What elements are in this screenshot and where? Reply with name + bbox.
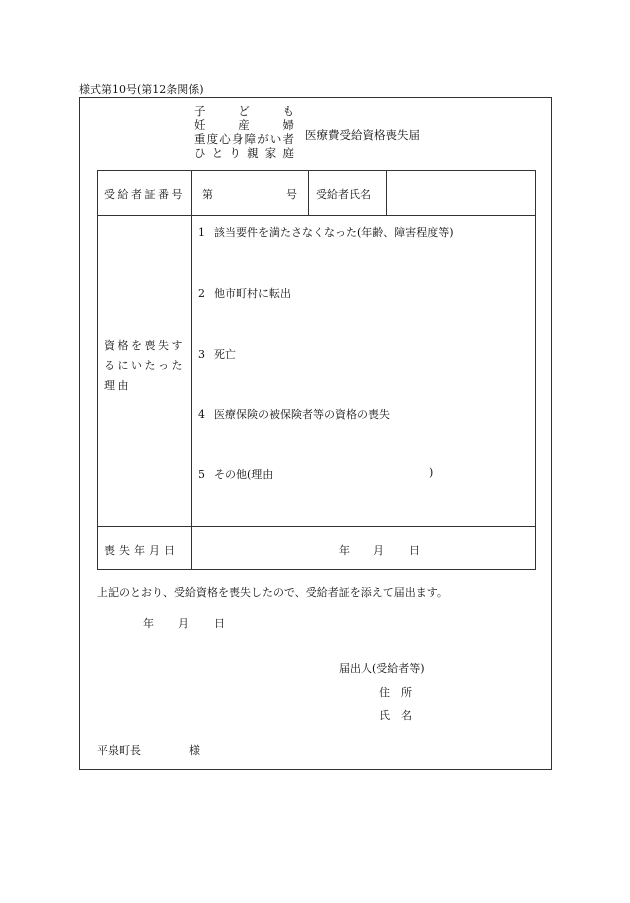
- category-pregnant: [194, 118, 294, 132]
- title-char: も: [282, 104, 294, 118]
- loss-date-label: 喪失年月日: [104, 544, 179, 557]
- title-char: 子: [194, 104, 206, 118]
- addressee-name: 平泉町長: [97, 744, 141, 757]
- form-number: 様式第10号(第12条関係): [79, 83, 204, 96]
- reason-option-1[interactable]: 1 該当要件を満たさなくなった(年齢、障害程度等): [198, 226, 454, 239]
- title-char: が: [257, 132, 269, 146]
- category-disabled: [194, 132, 294, 146]
- title-char: ひ: [194, 146, 206, 160]
- cert-number-suffix: 号: [286, 188, 297, 201]
- reason-option-4[interactable]: 4 医療保険の被保険者等の資格の喪失: [198, 408, 390, 421]
- divider: [98, 526, 535, 527]
- submission-date-month: 月: [178, 617, 189, 630]
- cert-number-prefix: 第: [202, 188, 213, 201]
- reason-label: 資格を喪失す るにいたった 理由: [104, 339, 185, 392]
- applicant-address-label: 住 所: [379, 686, 412, 699]
- form-title: 医療費受給資格喪失届: [305, 128, 420, 142]
- title-char: 妊: [194, 118, 206, 132]
- title-char: 親: [247, 146, 259, 160]
- title-char: 心: [219, 132, 231, 146]
- applicant-name-label: 氏 名: [379, 709, 412, 722]
- divider: [191, 171, 192, 569]
- loss-date-day: 日: [409, 544, 420, 557]
- title-char: り: [229, 146, 241, 160]
- title-char: 身: [231, 132, 244, 146]
- applicant-address-field[interactable]: [430, 680, 540, 698]
- applicant-name-field[interactable]: [430, 703, 540, 721]
- form-table: [97, 170, 536, 570]
- applicant-heading: 届出人(受給者等): [339, 662, 425, 675]
- title-char: 重: [194, 132, 206, 146]
- other-reason-close: ): [429, 466, 434, 479]
- submission-date-day: 日: [214, 617, 225, 630]
- title-char: い: [269, 132, 282, 146]
- statement: 上記のとおり、受給資格を喪失したので、受給者証を添えて届出ます。: [97, 586, 448, 599]
- category-children: [194, 104, 294, 118]
- title-char: 産: [238, 118, 250, 132]
- title-char: 者: [282, 132, 294, 146]
- reason-option-5[interactable]: 5 その他(理由: [198, 468, 274, 481]
- submission-date-year: 年: [143, 617, 154, 630]
- category-single-parent: [194, 146, 294, 160]
- cert-number-label: 受給者証番号: [104, 188, 185, 201]
- other-reason-field[interactable]: [279, 468, 425, 482]
- title-char: と: [211, 146, 224, 160]
- divider: [98, 215, 535, 216]
- title-char: 庭: [282, 146, 294, 160]
- title-categories: [194, 104, 294, 160]
- recipient-name-label: 受給者氏名: [316, 188, 371, 201]
- loss-date-year: 年: [339, 544, 350, 557]
- title-char: 家: [264, 146, 277, 160]
- reason-option-3[interactable]: 3 死亡: [198, 348, 236, 361]
- addressee-honorific: 様: [189, 744, 200, 757]
- title-char: 婦: [282, 118, 294, 132]
- title-char: 障: [244, 132, 257, 146]
- title-char: ど: [238, 104, 250, 118]
- cert-number-field[interactable]: [218, 181, 282, 205]
- divider: [386, 171, 387, 215]
- loss-date-month: 月: [373, 544, 384, 557]
- title-char: 度: [206, 132, 219, 146]
- reason-option-2[interactable]: 2 他市町村に転出: [198, 287, 291, 300]
- divider: [308, 171, 309, 215]
